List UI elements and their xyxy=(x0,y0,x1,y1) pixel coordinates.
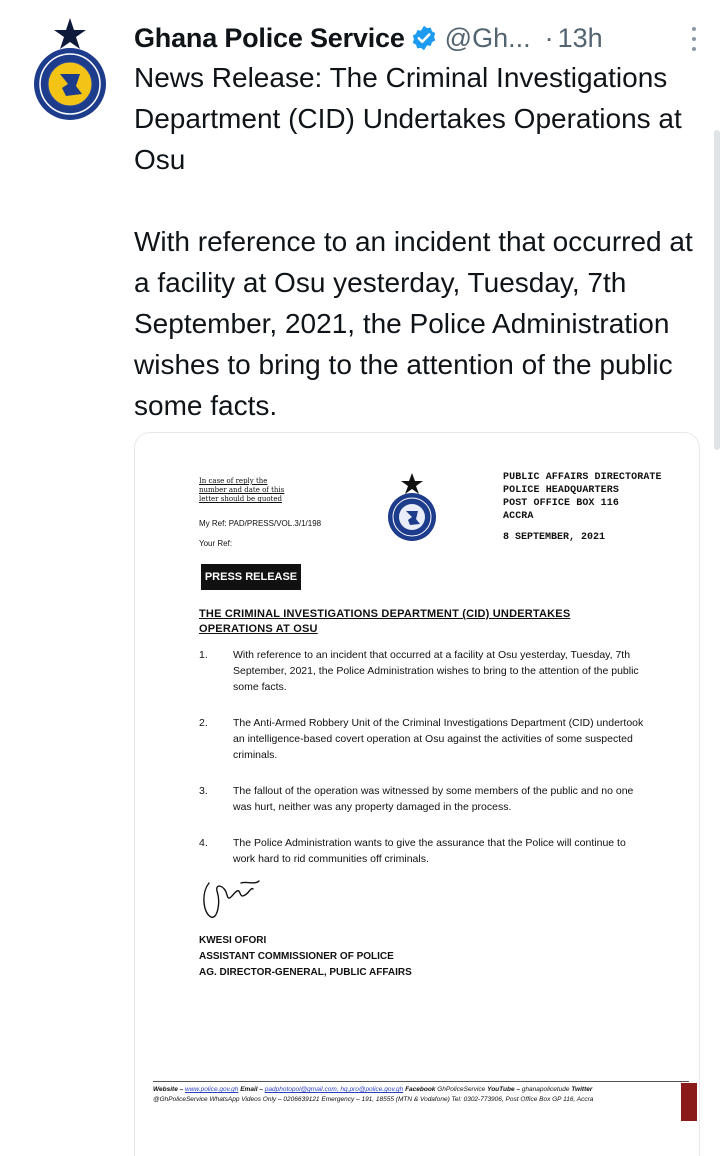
address-line: ACCRA xyxy=(503,511,534,522)
document-footer xyxy=(153,1085,673,1105)
reference-note: In case of reply the number and date of this letter should be quoted xyxy=(199,477,285,503)
footer-facebook: GhPoliceService xyxy=(437,1086,486,1093)
tweet-text-body: With reference to an incident that occurred at a facility at Osu yesterday, Tuesday, 7th September, 2021, the Police Administration wishes to bring to the attention of the public some facts. xyxy=(134,226,693,421)
address-line: POLICE HEADQUARTERS xyxy=(503,485,619,496)
footer-label: Facebook xyxy=(405,1086,436,1093)
item-text: With reference to an incident that occurred at a facility at Osu yesterday, Tuesday, 7th September, 2021, the Police Administration wishes to bring to the attention of the public some facts. xyxy=(233,649,639,693)
document-title: THE CRIMINAL INVESTIGATIONS DEPARTMENT (CID) UNDERTAKES OPERATIONS AT OSU xyxy=(199,608,571,635)
item-text: The Police Administration wants to give the assurance that the Police will continue to work hard to rid communities off criminals. xyxy=(233,837,626,865)
document-item xyxy=(199,835,645,867)
tweet-text xyxy=(134,57,704,426)
timestamp[interactable]: 13h xyxy=(557,22,603,53)
separator-dot: · xyxy=(544,22,554,53)
signature xyxy=(197,873,267,923)
address-block xyxy=(503,471,662,523)
item-text: The fallout of the operation was witnessed by some members of the public and no one was hurt, neither was any property damaged in the process. xyxy=(233,785,634,813)
document-item xyxy=(199,647,645,695)
footer-label: Twitter xyxy=(571,1086,593,1093)
signatory-title: AG. DIRECTOR-GENERAL, PUBLIC AFFAIRS xyxy=(199,967,412,978)
signatory-rank: ASSISTANT COMMISSIONER OF POLICE xyxy=(199,951,394,962)
footer-color-mark xyxy=(681,1083,697,1121)
document-date: 8 SEPTEMBER, 2021 xyxy=(503,532,606,543)
more-options-icon[interactable] xyxy=(684,24,704,54)
item-number: 1. xyxy=(199,649,208,661)
handle[interactable]: @Gh... xyxy=(444,22,531,53)
my-ref: My Ref: PAD/PRESS/VOL.3/1/198 xyxy=(199,519,322,528)
footer-line-2: @GhPoliceService WhatsApp Videos Only – 0206639121 Emergency – 191, 18555 (MTN & Vodafone) Tel: 0302-773906, Post Office Box GP 116, Accra xyxy=(153,1096,594,1103)
item-number: 2. xyxy=(199,717,208,729)
signatory-name: KWESI OFORI xyxy=(199,935,267,946)
ghana-police-crest-icon[interactable] xyxy=(22,14,118,126)
item-number: 4. xyxy=(199,837,208,849)
document-items xyxy=(199,647,645,887)
document-item xyxy=(199,783,645,815)
footer-label: YouTube – xyxy=(487,1086,520,1093)
your-ref: Your Ref: xyxy=(199,539,233,548)
press-release-document xyxy=(135,433,699,1156)
press-release-label: PRESS RELEASE xyxy=(201,564,301,590)
footer-emails: padphotopol@gmail.com, hq.pro@police.gov.gh xyxy=(264,1086,404,1093)
display-name[interactable]: Ghana Police Service xyxy=(134,22,405,53)
footer-website: www.police.gov.gh xyxy=(185,1086,239,1093)
footer-youtube: ghanapolicetude xyxy=(521,1086,570,1093)
item-number: 3. xyxy=(199,785,208,797)
tweet-header xyxy=(134,16,704,60)
footer-divider xyxy=(153,1081,689,1082)
police-crest-icon xyxy=(381,471,443,543)
document-item xyxy=(199,715,645,763)
signatory-block xyxy=(199,933,412,981)
footer-label: Email – xyxy=(240,1086,263,1093)
tweet-media-image[interactable] xyxy=(134,432,700,1156)
item-text: The Anti-Armed Robbery Unit of the Criminal Investigations Department (CID) undertook an intelligence-based covert operation at Osu against the activities of some suspected criminals. xyxy=(233,717,644,761)
footer-label: Website – xyxy=(153,1086,184,1093)
tweet-text-headline: News Release: The Criminal Investigations Department (CID) Undertakes Operations at Osu xyxy=(134,62,682,175)
verified-badge-icon xyxy=(410,24,438,52)
address-line: PUBLIC AFFAIRS DIRECTORATE xyxy=(503,472,662,483)
address-line: POST OFFICE BOX 116 xyxy=(503,498,619,509)
scrollbar[interactable] xyxy=(714,130,720,450)
